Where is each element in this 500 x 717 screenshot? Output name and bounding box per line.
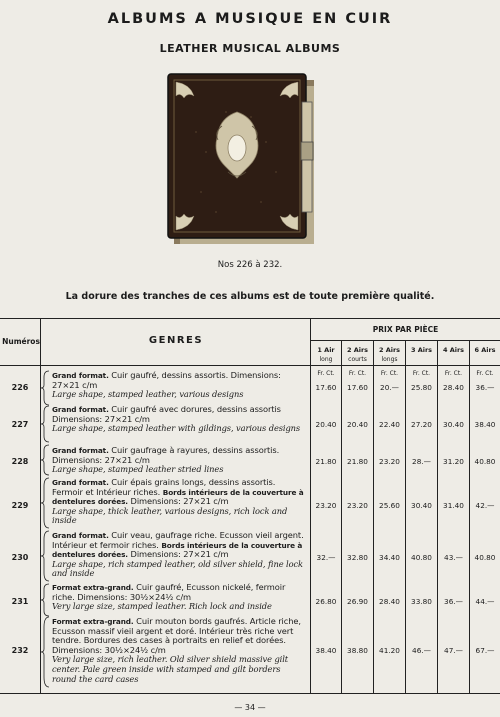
price-cell: 38.80 — [347, 646, 368, 655]
price-cell: 23.20 — [379, 457, 400, 466]
table-bottom-rule — [0, 693, 500, 694]
price-cell: 30.40 — [443, 420, 464, 429]
price-col-header: 2 Airs courts — [346, 346, 369, 363]
unit-label: Fr. Ct. — [380, 370, 399, 377]
row-brace — [40, 530, 50, 582]
price-cell: 20.40 — [347, 420, 368, 429]
price-cell: 32.80 — [347, 553, 368, 562]
page-subtitle: LEATHER MUSICAL ALBUMS — [159, 42, 341, 55]
price-cell: 43.— — [444, 553, 463, 562]
price-col-header: 2 Airs longs — [378, 346, 401, 363]
price-cell: 38.40 — [474, 420, 496, 429]
price-cell: 22.40 — [379, 420, 400, 429]
row-description: Grand format. Cuir gaufré avec dorures, dessins assortis Dimensions: 27×21 c/m Large shape, stamped leather with gildings, various designs — [52, 404, 301, 434]
row-brace — [40, 370, 50, 406]
row-number: 226 — [11, 383, 29, 392]
price-cell: 40.80 — [411, 553, 432, 562]
price-col-divider — [373, 340, 374, 693]
price-cell: 67.— — [475, 646, 495, 655]
price-cell: 30.40 — [411, 501, 432, 510]
price-cell: 23.20 — [315, 501, 337, 510]
row-number: 231 — [11, 597, 29, 606]
row-brace — [40, 444, 50, 476]
header-genres: GENRES — [148, 335, 204, 346]
price-cell: 40.80 — [474, 553, 496, 562]
row-brace — [40, 405, 50, 443]
unit-label: Fr. Ct. — [412, 370, 431, 377]
page-number: — 34 — — [234, 703, 266, 712]
figure-caption: Nos 226 à 232. — [217, 260, 283, 270]
price-col-divider — [469, 340, 470, 693]
row-brace — [40, 477, 50, 529]
price-col-divider — [405, 340, 406, 693]
price-col-divider — [437, 340, 438, 693]
unit-label: Fr. Ct. — [317, 370, 335, 377]
price-cell: 44.— — [475, 597, 495, 606]
header-prix-par-piece: PRIX PAR PIÈCE — [372, 325, 439, 334]
row-description: Grand format. Cuir veau, gaufrage riche. Ecusson vieil argent. Intérieur et fermoir riches. Bords intérieurs de la couverture à dentelures dorées. Dimensions: 27×21 c/m Large shape, rich stamped leather, old silver shield, fine lock and inside — [52, 530, 304, 579]
column-header-rule — [0, 365, 500, 366]
row-number: 227 — [11, 420, 29, 429]
row-description: Format extra-grand. Cuir gaufré, Ecusson nickelé, fermoir riche. Dimensions: 30½×24½ c/m Very large size, stamped leather. Rich lock and inside — [52, 582, 286, 612]
price-cell: 31.40 — [443, 501, 464, 510]
price-cell: 17.60 — [315, 383, 337, 392]
price-cell: 34.40 — [379, 553, 400, 562]
table-top-rule — [0, 318, 500, 319]
row-brace — [40, 583, 50, 617]
page-title: ALBUMS A MUSIQUE EN CUIR — [107, 11, 393, 27]
row-number: 232 — [11, 646, 29, 655]
price-cell: 26.80 — [315, 597, 337, 606]
price-cell: 26.90 — [347, 597, 368, 606]
leather-album-illustration — [166, 72, 320, 248]
row-description: Grand format. Cuir gaufrage à rayures, dessins assortis. Dimensions: 27×21 c/m Large shape, stamped leather stried lines — [52, 445, 280, 475]
row-brace — [40, 616, 50, 688]
header-numeros: Numéros — [2, 337, 40, 346]
price-cell: 42.— — [475, 501, 495, 510]
price-cell: 41.20 — [379, 646, 400, 655]
unit-label: Fr. Ct. — [444, 370, 463, 377]
price-col-header: 3 Airs — [410, 346, 433, 354]
unit-label: Fr. Ct. — [476, 370, 494, 377]
row-description: Grand format. Cuir épais grains longs, dessins assortis. Fermoir et Intérieur riches. Bords intérieurs de la couverture à dentelures dorées. Dimensions: 27×21 c/m Large shape, thick leather, various designs, rich lock and inside — [52, 477, 304, 526]
price-cell: 17.60 — [347, 383, 368, 392]
price-cell: 33.80 — [411, 597, 432, 606]
price-cell: 25.60 — [379, 501, 400, 510]
price-cell: 46.— — [412, 646, 431, 655]
price-cell: 36.— — [475, 383, 495, 392]
price-cell: 28.40 — [379, 597, 400, 606]
gilding-note: La dorure des tranches de ces albums est de toute première qualité. — [65, 291, 435, 302]
price-cell: 27.20 — [411, 420, 432, 429]
price-cell: 40.80 — [474, 457, 496, 466]
price-col-divider — [341, 340, 342, 693]
price-cell: 31.20 — [443, 457, 464, 466]
row-number: 228 — [11, 457, 29, 466]
price-cell: 47.— — [444, 646, 463, 655]
price-cell: 36.— — [444, 597, 463, 606]
price-cell: 21.80 — [315, 457, 337, 466]
row-description: Grand format. Cuir gaufré, dessins assortis. Dimensions: 27×21 c/m Large shape, stamped leather, various designs — [52, 370, 281, 400]
price-cell: 32.— — [316, 553, 336, 562]
row-number: 230 — [11, 553, 29, 562]
price-cell: 21.80 — [347, 457, 368, 466]
price-cell: 20.40 — [315, 420, 337, 429]
price-cell: 25.80 — [411, 383, 432, 392]
price-col-header: 4 Airs — [442, 346, 465, 354]
price-col-header: 1 Air long — [317, 346, 335, 363]
price-cell: 23.20 — [347, 501, 368, 510]
row-description: Format extra-grand. Cuir mouton bords gaufrés. Article riche, Ecusson massif vieil argent et doré. Intérieur très riche vert tendre. Bordures des cases à portraits en relief et dorées. Dimensions: 30½×24½ c/m Very large size, rich leather. Old silver shield massive gilt center. Pale green inside with stamped and gilt borders round the card cases — [52, 616, 301, 684]
row-number: 229 — [11, 501, 29, 510]
price-cell: 28.— — [412, 457, 431, 466]
unit-label: Fr. Ct. — [348, 370, 367, 377]
price-cell: 20.— — [380, 383, 399, 392]
price-cell: 38.40 — [315, 646, 337, 655]
price-col-header: 6 Airs — [474, 346, 496, 354]
price-cell: 28.40 — [443, 383, 464, 392]
